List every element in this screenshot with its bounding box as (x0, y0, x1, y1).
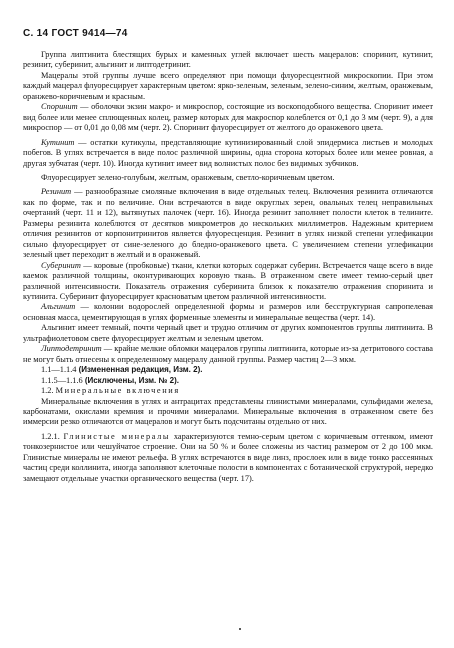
alginite-text: — колонии водорослей определенной формы и размеров или бесструктурная сапропелевая основная масса, цементирующая в углях форменные элементы и минеральные вещества (черт. 14). (23, 302, 433, 322)
paragraph-sporinite (23, 102, 433, 133)
resinite-text: — разнообразные смоляные включения в виде отдельных телец. Включения резинита отличаются как по форме, так и по величине. Они встречаются в виде округлых зерен, овальных телец неправильных очертаний (черт. 11 и 12), вытянутых палочек (черт. 16). Иногда резинит заполняет полости клеток в телините. Размеры резинита колеблются от десятков микрометров до нескольких миллиметров. Надежным критерием отличия резинитов от корпонитринитов является флуоресценция. Резинит в углях низкой степени углефикации сильно флуоресцирует от сине-зеленого до бледно-оранжевого цвета. С увеличением степени углефикации зеленый цвет переходит в желтый и в оранжевый. (23, 187, 433, 260)
section-1-2-number: 1.2. (41, 386, 54, 396)
term-cutinite: Кутинит (41, 137, 75, 147)
amendment-note-2 (23, 376, 433, 386)
suberinite-text: — коровые (пробковые) ткани, клетки которых содержат суберин. Встречается чаще всего в виде каемок различной толщины, оконтуривающих коровую ткань. В отраженном свете имеет темно-серый цвет различной интенсивности. Показатель отражения суберинита близок к показателю отражения споринита и кутинита. Суберинит флуоресцирует красноватым цветом различной интенсивности. (23, 260, 433, 301)
page-header: С. 14 ГОСТ 9414—74 (23, 28, 128, 39)
paragraph-suberinite (23, 261, 433, 303)
cutinite-text: — остатки кутикулы, представляющие кутинизированный слой эпидермиса листьев и молодых побегов. В углях встречается в виде полос различной ширины, одна сторона которых более или менее ровная, а другая зубчатая (черт. 10). Иногда кутинит имеет вид волнистых полос без видимых зубчиков. (23, 137, 433, 168)
paragraph-clay-minerals (23, 432, 433, 484)
page-mark (239, 628, 241, 630)
paragraph-alginite-color: Альгинит имеет темный, почти черный цвет и трудно отличим от других компонентов группы липтинита. В ультрафиолетовом свете флуоресцирует желтым и зеленым цветом. (23, 323, 433, 343)
term-resinite: Резинит (41, 187, 72, 197)
liptodetrinite-text: — крайне мелкие обломки мацералов группы липтинита, которые из-за детритового состава не могут быть отнесены к определенному мацералу данной группы. Размер частиц 2—3 мкм. (23, 344, 433, 364)
paragraph-liptodetrinite (23, 344, 433, 365)
paragraph-liptinite-intro: Группа липтинита блестящих бурых и каменных углей включает шесть мацералов: споринит, кутинит, резинит, суберинит, альгинит и липтодетринит. (23, 50, 433, 70)
clay-minerals-text: характеризуются темно-серым цветом с коричневым оттенком, имеют тонкозернистое или чешуйчатое строение. Они на 50 % и более сложены из частиц размером от 2 до 100 мкм. Глинистые минералы не имеют рельефа. В углях встречаются в виде линз, прослоек или в виде тонко рассеянных частиц среди коллинита, иногда заполняют клеточные полости в компонентах с ботанической структурой, нередко замещают отдельные участки органического вещества (черт. 17). (23, 431, 434, 483)
amendment-1-text: (Измененная редакция, Изм. 2). (78, 365, 203, 375)
clause-1-2-1-number: 1.2.1. (41, 431, 60, 441)
paragraph-fluorescence: Мацералы этой группы лучше всего определяют при помощи флуоресцентной микроскопии. При этом каждый мацерал флуоресцирует характерным цветом: ярко-зеленым, зеленым, зелено-синим, желтым, оранжевым, оранжево-коричневым и красным. (23, 70, 433, 101)
paragraph-resinite (23, 187, 433, 260)
term-alginite: Альгинит (41, 302, 76, 312)
paragraph-cutinite (23, 138, 433, 169)
term-clay-minerals: Глинистые минералы (63, 431, 171, 441)
document-body (23, 50, 433, 484)
paragraph-cutinite-fluorescence: Флуоресцирует зелено-голубым, желтым, оранжевым, светло-коричневым цветом. (41, 172, 335, 182)
amendment-note-1 (23, 365, 433, 375)
paragraph-alginite (23, 302, 433, 323)
amendment-2-number: 1.1.5—1.1.6 (41, 375, 83, 385)
section-heading-1-2 (23, 386, 433, 396)
section-1-2-title: Минеральные включения (55, 386, 180, 396)
amendment-1-number: 1.1—1.1.4 (41, 365, 77, 375)
term-sporinite: Споринит (41, 102, 78, 112)
term-suberinite: Суберинит (41, 260, 81, 270)
paragraph-mineral-inclusions: Минеральные включения в углях и антрацитах представлены глинистыми минералами, сульфидами железа, карбонатами, окислами кремния и прочими минералами. Минеральные включения в отраженном свете без иммерсии резко отличаются от мацералов и могут быть подсчитаны отдельно от них. (23, 396, 433, 427)
sporinite-text: — оболочки экзин макро- и микроспор, состоящие из воскоподобного вещества. Споринит имеет вид более или менее сплющенных колец, размер которых для макроспор колеблется от 0,1 до 3 мм (черт. 9), а для микроспор — от 0,01 до 0,08 мм (черт. 2). Споринит флуоресцирует от желтого до оранжевого цвета. (23, 102, 433, 133)
term-liptodetrinite: Липтодетринит (41, 344, 102, 354)
amendment-2-text: (Исключены, Изм. № 2). (84, 375, 179, 385)
